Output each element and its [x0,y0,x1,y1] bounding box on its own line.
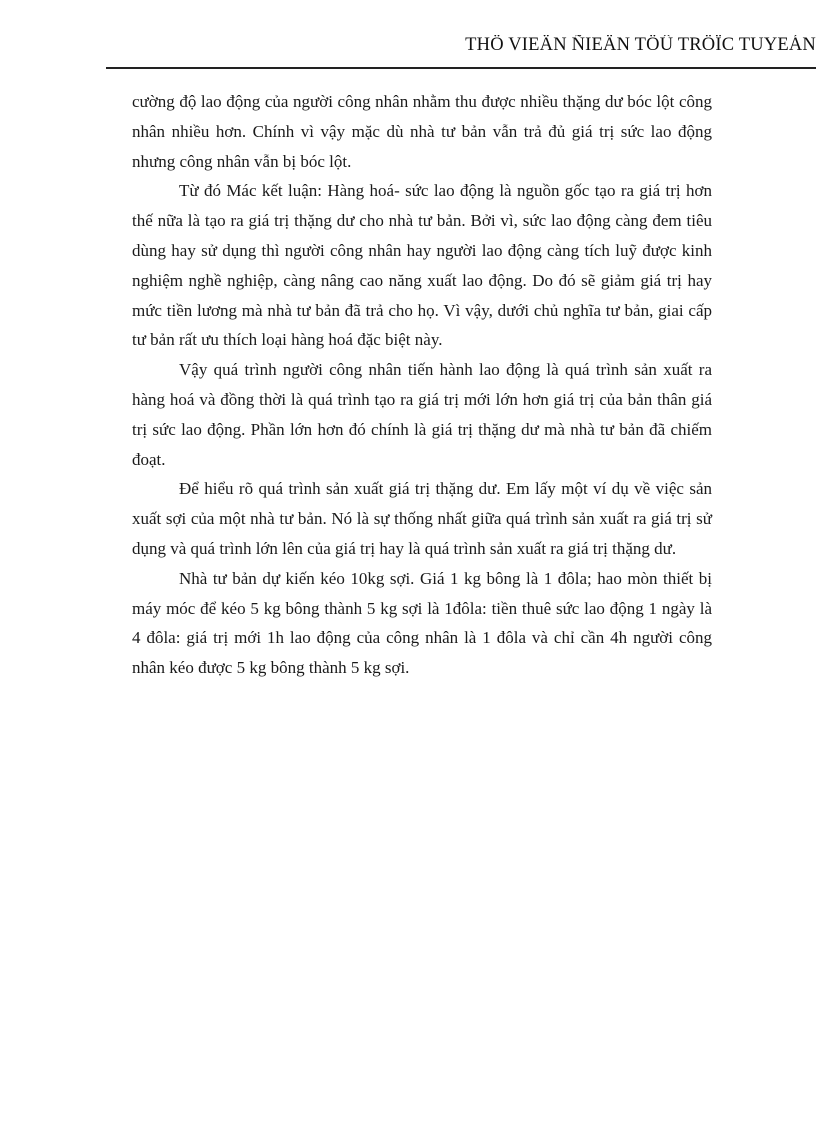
paragraph-continuation: cường độ lao động của người công nhân nhằm thu được nhiều thặng dư bóc lột công nhân nhiều hơn. Chính vì vậy mặc dù nhà tư bản vẫn trả đủ giá trị sức lao động nhưng công nhân vẫn bị bóc lột. [132,92,712,171]
paragraph-example-intro: Để hiểu rõ quá trình sản xuất giá trị thặng dư. Em lấy một ví dụ về việc sản xuất sợi của một nhà tư bản. Nó là sự thống nhất giữa quá trình sản xuất ra giá trị sử dụng và quá trình lớn lên của giá trị hay là quá trình sản xuất ra giá trị thặng dư. [132,479,712,558]
paragraph-yarn-example: Nhà tư bản dự kiến kéo 10kg sợi. Giá 1 kg bông là 1 đôla; hao mòn thiết bị máy móc để kéo 5 kg bông thành 5 kg sợi là 1đôla: tiền thuê sức lao động 1 ngày là 4 đôla: giá trị mới 1h lao động của công nhân là 1 đôla và chỉ cần 4h người công nhân kéo được 5 kg bông thành 5 kg sợi. [132,568,712,678]
document-body [132,87,712,683]
paragraph-labor-process: Vậy quá trình người công nhân tiến hành lao động là quá trình sản xuất ra hàng hoá và đồng thời là quá trình tạo ra giá trị mới lớn hơn giá trị của bản thân giá trị sức lao động. Phần lớn hơn đó chính là giá trị thặng dư mà nhà tư bản đã chiếm đoạt. [132,360,712,469]
paragraph-marx-conclusion: Từ đó Mác kết luận: Hàng hoá- sức lao động là nguồn gốc tạo ra giá trị hơn thế nữa là tạo ra giá trị thặng dư cho nhà tư bản. Bởi vì, sức lao động càng đem tiêu dùng hay sử dụng thì người công nhân hay người lao động càng tích luỹ được kinh nghiệm nghề nghiệp, càng nâng cao năng xuất lao động. Do đó sẽ giảm giá trị hay mức tiền lương mà nhà tư bản đã trả cho họ. Vì vậy, dưới chủ nghĩa tư bản, giai cấp tư bản rất ưu thích loại hàng hoá đặc biệt này. [132,181,712,350]
page-header-title: THÖ VIEÄN ÑIEÄN TÖÛ TRÖÏC TUYEÁN [465,35,816,55]
header-divider [106,67,816,69]
